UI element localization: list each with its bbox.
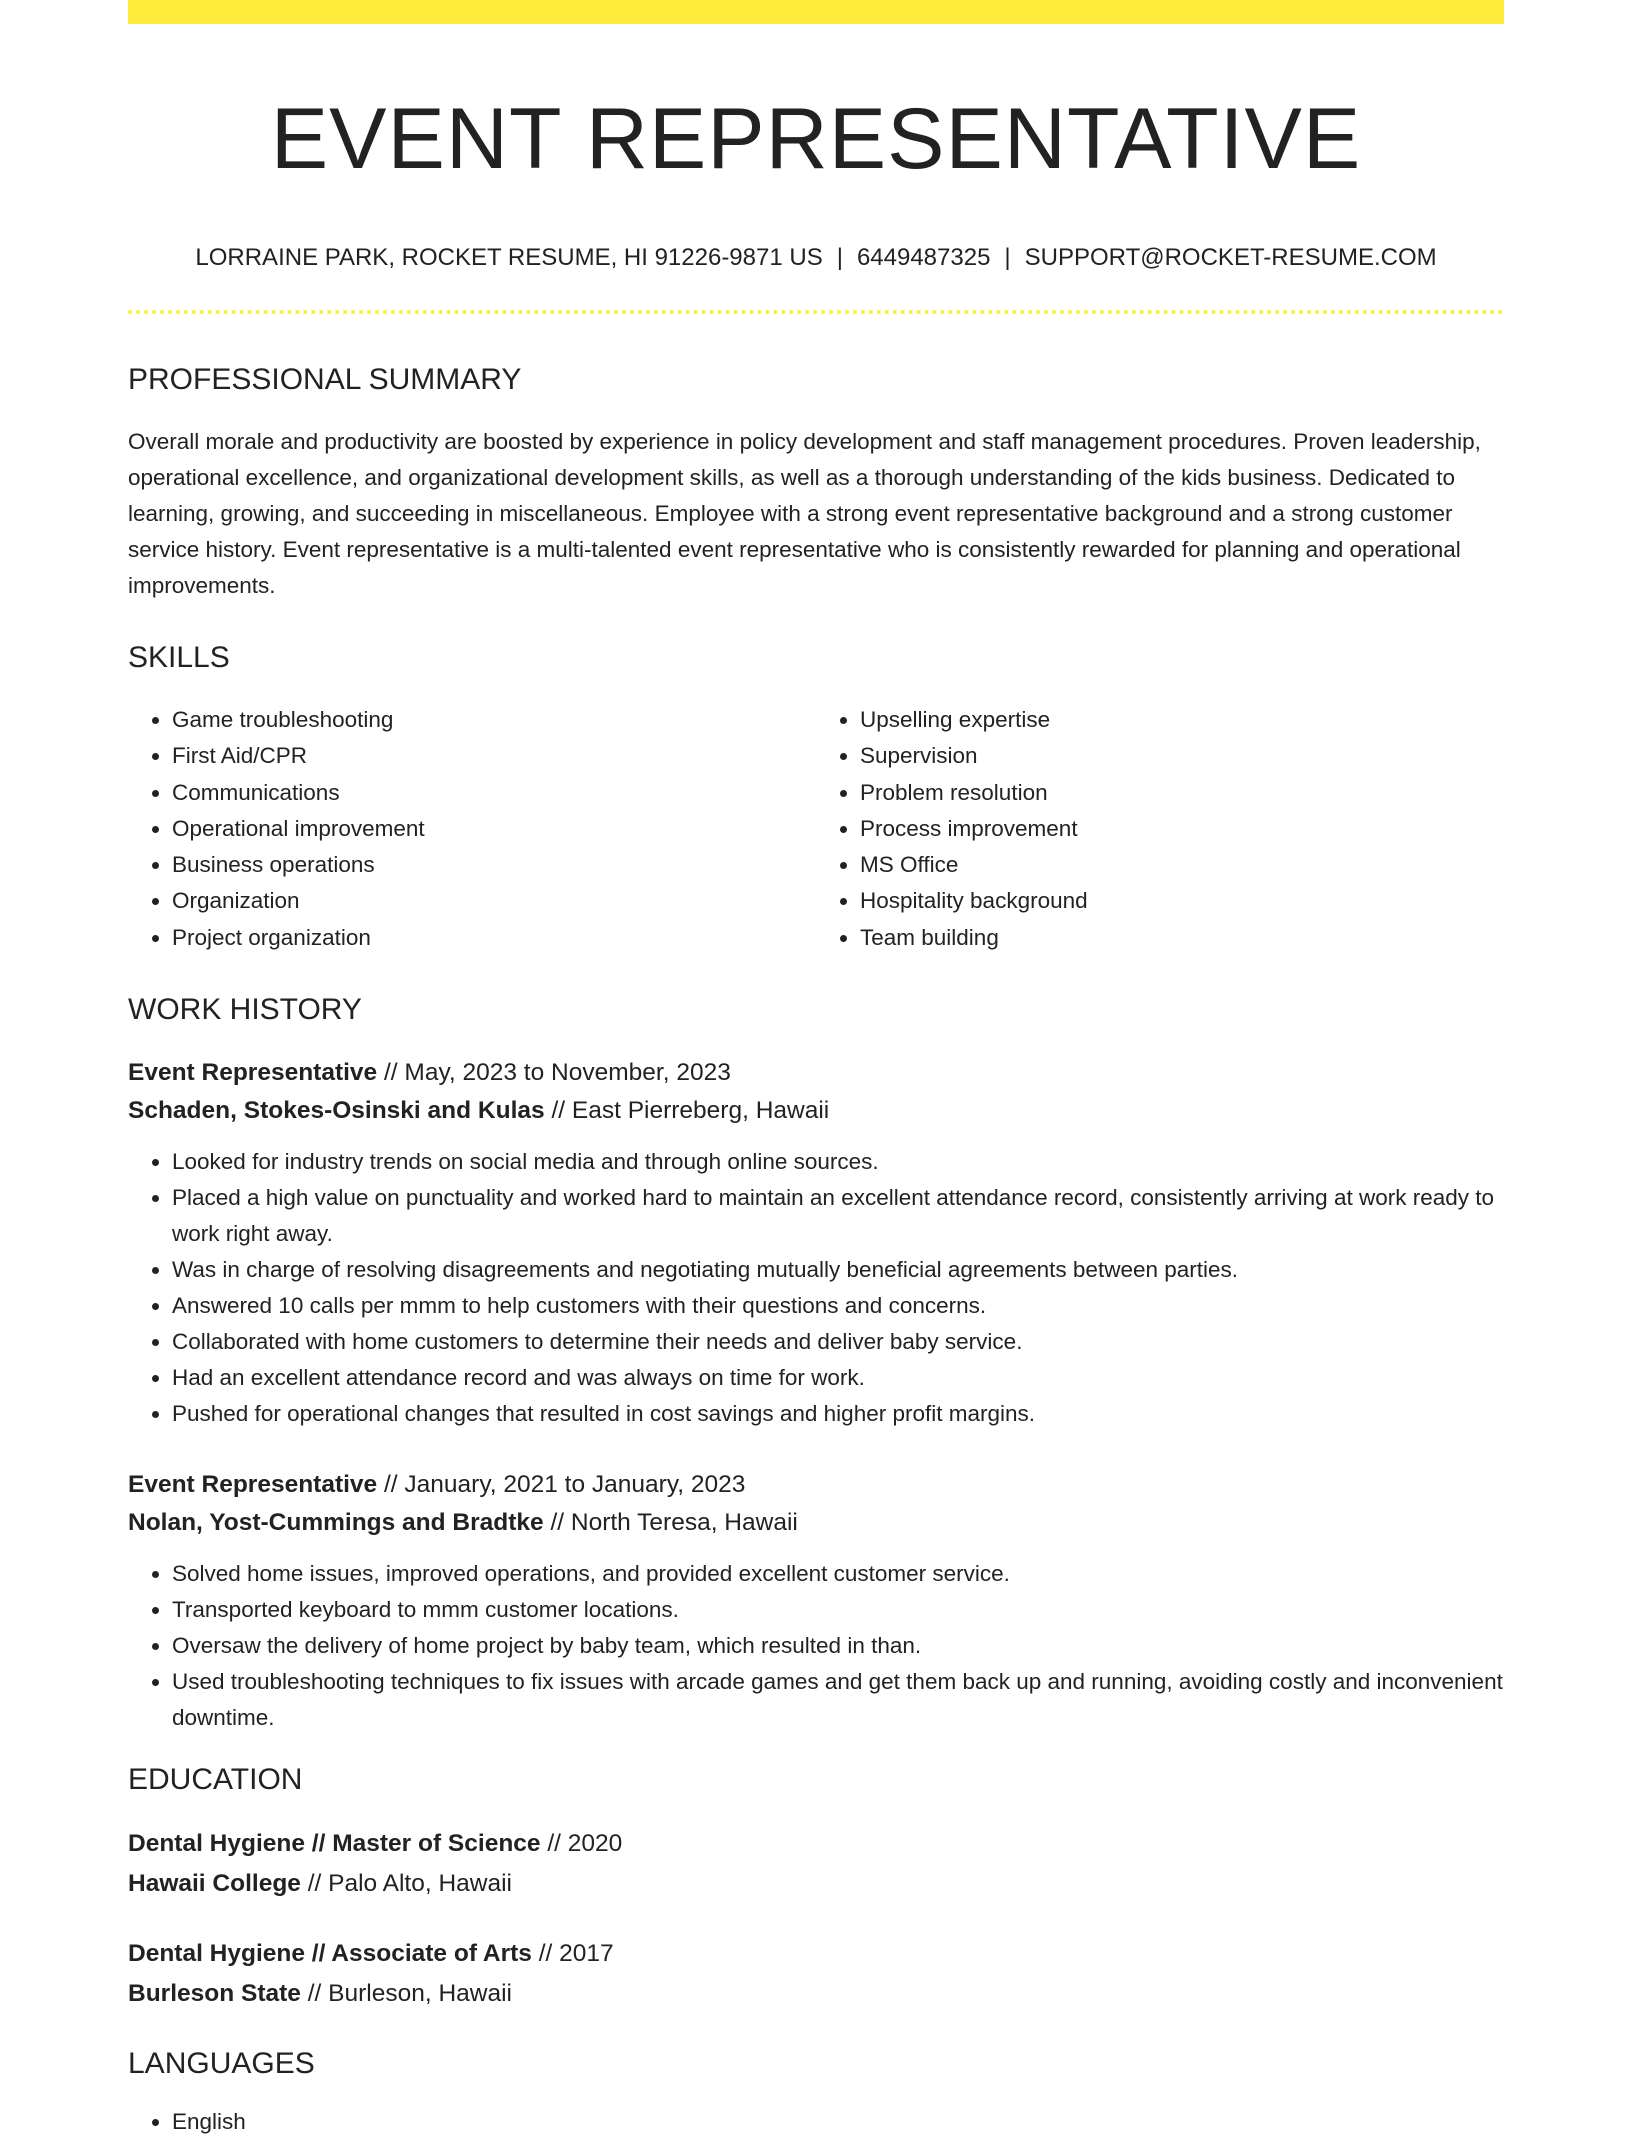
- skill-item: • Organization: [172, 883, 816, 919]
- job-dates: // May, 2023 to November, 2023: [377, 1059, 731, 1087]
- school-location: // Palo Alto, Hawaii: [300, 1870, 512, 1898]
- skill-item: • Process improvement: [860, 811, 1504, 847]
- school-location: // Burleson, Hawaii: [300, 1980, 512, 2008]
- job-company: Schaden, Stokes-Osinski and Kulas: [128, 1097, 545, 1125]
- skill-item: • Hospitality background: [860, 883, 1504, 919]
- job-bullet: • Pushed for operational changes that resulted in cost savings and higher profit margins.: [172, 1396, 1504, 1432]
- job-location: // North Teresa, Hawaii: [543, 1509, 798, 1537]
- resume-title: EVENT REPRESENTATIVE: [270, 91, 1362, 187]
- skill-item: • MS Office: [860, 847, 1504, 883]
- skills-left-list: [128, 702, 816, 956]
- job-company: Nolan, Yost-Cummings and Bradtke: [128, 1509, 544, 1537]
- skill-item: • Team building: [860, 920, 1504, 956]
- job-title-line: [128, 1054, 1504, 1092]
- job-location: // East Pierreberg, Hawaii: [544, 1097, 830, 1125]
- skill-item: • Project organization: [172, 920, 816, 956]
- degree-line: [128, 1824, 1504, 1864]
- education-entry: [128, 1934, 1504, 2014]
- skill-item: • Business operations: [172, 847, 816, 883]
- school: Burleson State: [128, 1980, 301, 2008]
- contact-address: LORRAINE PARK, ROCKET RESUME, HI 91226-9871 US: [195, 244, 823, 271]
- skill-item: • Supervision: [860, 738, 1504, 774]
- job-header: [128, 1054, 1504, 1130]
- job-bullets: [128, 1556, 1504, 1736]
- job-bullet: • Transported keyboard to mmm customer locations.: [172, 1592, 1504, 1628]
- education-entry: [128, 1824, 1504, 1904]
- skill-item: • First Aid/CPR: [172, 738, 816, 774]
- degree-year: // 2020: [540, 1830, 623, 1858]
- job-title: Event Representative: [128, 1471, 378, 1499]
- skills-right-list: [816, 702, 1504, 956]
- contact-separator: |: [836, 244, 843, 271]
- job-entry: [128, 1054, 1504, 1432]
- resume-content: [128, 24, 1504, 2140]
- contact-separator: |: [1004, 244, 1011, 271]
- job-dates: // January, 2021 to January, 2023: [377, 1471, 746, 1499]
- job-bullet: • Used troubleshooting techniques to fix issues with arcade games and get them back up and running, avoiding costly and inconvenient downtime.: [172, 1664, 1504, 1736]
- languages-heading: LANGUAGES: [128, 2047, 315, 2081]
- languages-list: [128, 2104, 1504, 2140]
- summary-heading: PROFESSIONAL SUMMARY: [128, 363, 522, 396]
- job-title-line: [128, 1466, 1504, 1504]
- skill-item: • Communications: [172, 775, 816, 811]
- job-bullets: [128, 1144, 1504, 1432]
- education-heading: EDUCATION: [128, 1763, 303, 1797]
- contact-phone: 6449487325: [856, 244, 991, 271]
- skills-columns: [128, 702, 1504, 956]
- contact-email: SUPPORT@ROCKET-RESUME.COM: [1024, 244, 1437, 271]
- degree: Dental Hygiene // Associate of Arts: [128, 1940, 532, 1968]
- job-header: [128, 1466, 1504, 1542]
- skill-item: • Operational improvement: [172, 811, 816, 847]
- school: Hawaii College: [128, 1870, 301, 1898]
- job-bullet: • Looked for industry trends on social media and through online sources.: [172, 1144, 1504, 1180]
- job-title: Event Representative: [128, 1059, 378, 1087]
- skill-item: • Upselling expertise: [860, 702, 1504, 738]
- job-bullet: • Answered 10 calls per mmm to help customers with their questions and concerns.: [172, 1288, 1504, 1324]
- contact-line: [128, 242, 1504, 274]
- job-bullet: • Oversaw the delivery of home project by baby team, which resulted in than.: [172, 1628, 1504, 1664]
- job-bullet: • Had an excellent attendance record and was always on time for work.: [172, 1360, 1504, 1396]
- job-bullet: • Placed a high value on punctuality and worked hard to maintain an excellent attendance record, consistently arriving at work ready to work right away.: [172, 1180, 1504, 1252]
- job-entry: [128, 1466, 1504, 1736]
- degree-year: // 2017: [531, 1940, 614, 1968]
- work-history-heading: WORK HISTORY: [128, 993, 362, 1027]
- job-bullet: • Was in charge of resolving disagreements and negotiating mutually beneficial agreements between parties.: [172, 1252, 1504, 1288]
- school-line: [128, 1864, 1504, 1904]
- summary-text: Overall morale and productivity are boosted by experience in policy development and staff management procedures. Proven leadership, operational excellence, and organizational development skills, as well as a thorough understanding of the kids business. Dedicated to learning, growing, and succeeding in miscellaneous. Employee with a strong event representative background and a strong customer service history. Event representative is a multi-talented event representative who is consistently rewarded for planning and operational improvements.: [128, 429, 1481, 598]
- degree-line: [128, 1934, 1504, 1974]
- job-company-line: [128, 1504, 1504, 1542]
- skill-item: • Game troubleshooting: [172, 702, 816, 738]
- job-company-line: [128, 1092, 1504, 1130]
- dotted-divider: [128, 310, 1504, 314]
- skills-heading: SKILLS: [128, 641, 230, 674]
- skill-item: • Problem resolution: [860, 775, 1504, 811]
- job-bullet: • Solved home issues, improved operations, and provided excellent customer service.: [172, 1556, 1504, 1592]
- language-item: • English: [172, 2104, 1504, 2140]
- degree: Dental Hygiene // Master of Science: [128, 1830, 541, 1858]
- accent-top-bar: [128, 0, 1504, 24]
- job-bullet: • Collaborated with home customers to determine their needs and deliver baby service.: [172, 1324, 1504, 1360]
- school-line: [128, 1974, 1504, 2014]
